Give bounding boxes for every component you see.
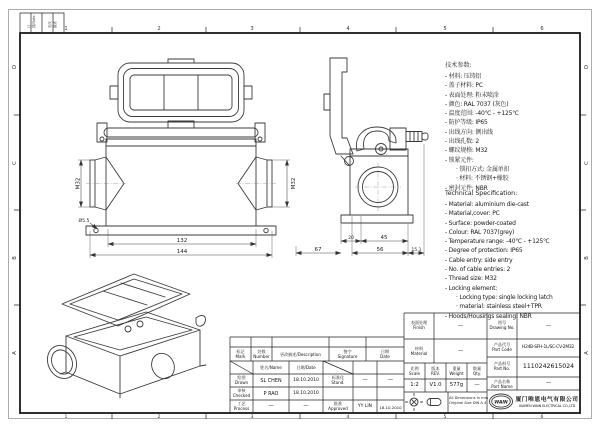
logo-text: WAIN xyxy=(494,400,508,406)
name-header: 姓名/Name xyxy=(260,365,282,370)
spec-line: - Locking element: xyxy=(445,284,498,292)
zone-right-a: A xyxy=(584,351,590,355)
view-top-cover xyxy=(110,59,252,122)
weight-label: 重量 Weight xyxy=(449,366,464,377)
zone-bottom-1: 1 xyxy=(64,415,68,420)
zone-left-a: A xyxy=(12,351,18,355)
drawn-date: 18.10.2010 xyxy=(293,378,319,383)
qty-value: — xyxy=(474,381,480,388)
spec-line: - 锁紧元件: xyxy=(445,156,474,164)
zone-right-c: C xyxy=(584,161,590,165)
zone-top-3: 3 xyxy=(250,26,254,32)
spec-line: - Hoods/Housings sealing: NBR xyxy=(445,312,532,320)
zone-left-d: D xyxy=(12,65,18,69)
spec-line: · Locking type: single locking latch xyxy=(456,293,553,301)
spec-line: - 出线方向: 侧出线 xyxy=(445,128,493,136)
zone-right-d: D xyxy=(584,65,590,69)
spec-line: - 材料: 压铸铝 xyxy=(445,73,482,80)
dim-m32-left: M32 xyxy=(75,177,82,190)
rev-mark-label: 标记 Mark xyxy=(235,349,246,360)
dim-20: 20 xyxy=(348,236,354,241)
view-front xyxy=(86,139,276,235)
spec-line: - 盖子材料: PC xyxy=(445,82,483,90)
spec-line: - Material: aluminium die-cast xyxy=(445,201,529,208)
zone-bottom-5: 5 xyxy=(443,415,447,420)
zone-bottom-6: 6 xyxy=(540,415,544,420)
part-code-label: 产品代号 Part Code xyxy=(492,342,512,353)
part-no-label: 产品料号 Part No. xyxy=(493,361,511,372)
material-label: 材料 Material xyxy=(410,346,428,357)
spec-line: · material: stainless steel+TPR xyxy=(456,303,542,311)
zone-top-1: 1 xyxy=(64,26,68,32)
zone-bottom-3: 3 xyxy=(250,415,254,420)
zone-top-6: 6 xyxy=(540,26,544,32)
zone-bottom-2: 2 xyxy=(157,415,161,420)
company-logo xyxy=(490,394,513,409)
corner-block-cell-1 xyxy=(26,15,36,28)
part-name-value: — xyxy=(545,380,552,386)
zone-top-4: 4 xyxy=(346,26,350,32)
spec-line: - 颜色: RAL 7037 (灰色) xyxy=(445,100,509,108)
spec-line: - Surface: powder-coated xyxy=(445,219,516,227)
qty-label: 数量 Qty. xyxy=(472,366,482,377)
spec-line: - Cable entry: side entry xyxy=(445,256,513,264)
zone-top-2: 2 xyxy=(157,26,161,32)
part-no-value: 1110242615024 xyxy=(522,363,575,370)
dim-67: 67 xyxy=(314,247,322,253)
rev-signature-label: 签字 Signature xyxy=(337,349,358,360)
checked-name: P RAO xyxy=(263,390,279,397)
process-date: — xyxy=(303,403,309,409)
spec-line: - Colour: RAL 7037(grey) xyxy=(445,228,515,236)
tech-spec-en xyxy=(445,190,579,321)
zone-left-c: C xyxy=(12,161,18,165)
rev-date-label: 日期 Date xyxy=(380,349,390,360)
spec-line: · 材料: 不锈钢+橡胶 xyxy=(456,175,509,183)
process-name: — xyxy=(268,403,274,409)
company-name-cn: 厦门唯恩电气有限公司 xyxy=(515,397,579,403)
spec-line: - Material,cover: PC xyxy=(445,210,500,218)
spec-line: - 密封元件: NBR xyxy=(445,184,488,192)
dim-153: 15.1 xyxy=(411,248,422,253)
material-value: — xyxy=(457,348,464,354)
tech-spec-cn xyxy=(445,60,579,193)
checked-label: 审核 Checked xyxy=(232,388,251,399)
tech-spec-en-title: Technical Specification: xyxy=(445,190,518,197)
approved-date: 18.10.2010 xyxy=(379,404,402,410)
spec-line: - Degree of protection: IP65 xyxy=(445,247,523,255)
spec-line: - Temperature range: -40℃ - +125℃ xyxy=(445,238,550,246)
approved-label: 批准 Approved xyxy=(328,401,348,412)
approved-name: YY LIN xyxy=(357,404,373,409)
dim-132: 132 xyxy=(176,238,188,244)
corner-date-label: 日期/Date xyxy=(27,15,36,28)
part-code-value: H24B-SFH-1L/SC-CV-2M32 xyxy=(522,345,574,350)
zone-left-b: B xyxy=(12,256,18,260)
view-isometric xyxy=(42,274,206,398)
drawing-no-value: — xyxy=(545,323,552,329)
drawing-no-label: 图号 Drawing No. xyxy=(489,320,515,331)
rev-label: 版本 REV. xyxy=(430,366,440,377)
dim-hole-dia: Ø5.5 xyxy=(78,219,90,224)
standardization-label: 标准化 Stand. xyxy=(331,375,345,386)
weight-value: 577g xyxy=(449,381,464,388)
spec-line: - 防护等级: IP65 xyxy=(445,119,488,127)
dim-144: 144 xyxy=(176,249,188,255)
zone-right-b: B xyxy=(584,256,590,260)
spec-line: - 表面处理: 粉末喷涂 xyxy=(445,91,499,99)
spec-line: - No. of cable entries: 2 xyxy=(445,266,511,274)
rev-number-label: 处数 Number xyxy=(253,349,270,360)
spec-line: - 温度范围: -40℃ - +125℃ xyxy=(445,110,519,118)
spec-line: - 螺纹规格: M32 xyxy=(445,147,488,155)
dim-45: 45 xyxy=(380,235,388,241)
zone-bottom-4: 4 xyxy=(346,415,350,420)
corner-desc-label: 更改摘述 xyxy=(48,21,57,28)
drawn-label: 绘图 Drawn xyxy=(234,375,249,386)
view-side xyxy=(324,58,428,223)
zone-top-5: 5 xyxy=(443,26,447,32)
rev-description-label: 更改摘述/Description xyxy=(279,352,322,357)
corner-block-cell-2 xyxy=(47,18,57,28)
date-header: 日期/Date xyxy=(296,365,316,370)
checked-date: 18.10.2010 xyxy=(293,391,319,396)
scale-label: 比例 Scale xyxy=(408,366,420,377)
standardization-date: — xyxy=(387,377,394,383)
standardization-name: — xyxy=(362,377,368,383)
process-label: 工艺 Process xyxy=(233,401,250,412)
dim-56: 56 xyxy=(376,247,384,253)
company-name-en: XIAMEN WAIN ELECTRICAL CO.,LTD xyxy=(518,404,576,408)
finish-label: 表面处理 Finish xyxy=(410,320,428,331)
dimensions-note: All Dimensions in mm Original Size DIN A 4 xyxy=(449,396,489,406)
dim-m32-right: M32 xyxy=(291,177,297,190)
scale-value: 1:2 xyxy=(410,381,419,388)
finish-value: — xyxy=(457,323,464,329)
projection-symbol-icon xyxy=(406,394,442,411)
centerlines xyxy=(86,163,401,211)
spec-line: - 出线孔数: 2 xyxy=(445,138,480,146)
spec-line: · 锁扣方式: 金属单扣 xyxy=(456,165,510,173)
spec-line: - Thread size: M32 xyxy=(445,275,497,283)
drawn-name: SL CHEN xyxy=(260,377,282,384)
part-name-label: 产品名称 Part Name xyxy=(491,379,513,390)
rev-value: V1.0 xyxy=(429,381,442,388)
tech-spec-cn-title: 技术参数: xyxy=(445,62,472,69)
